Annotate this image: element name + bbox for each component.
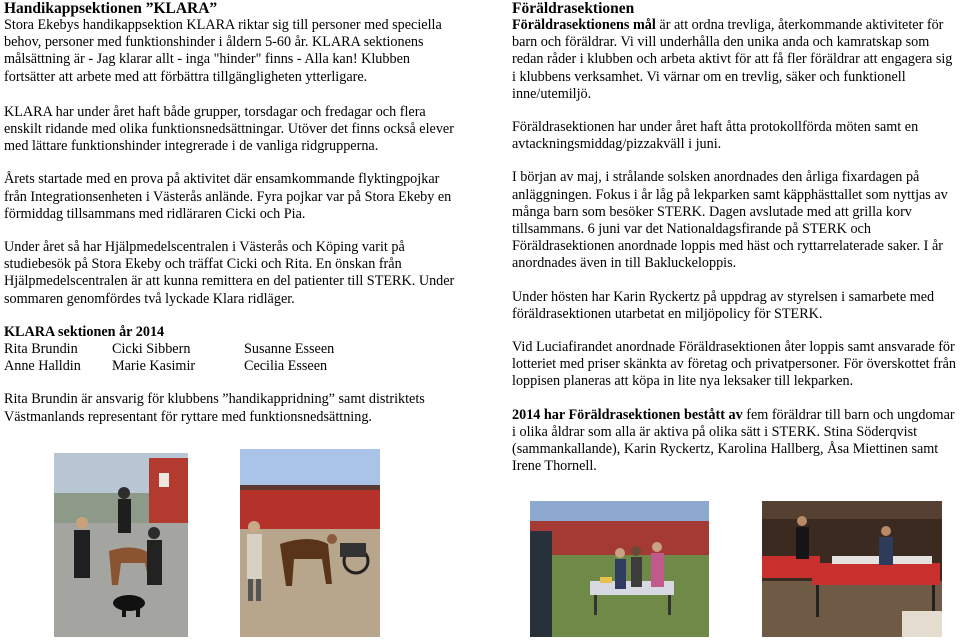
foraldra-paragraph-4: Vid Luciafirandet anordnade Föräldrasektionen åter loppis samt ansvarade för lotteriet med priser skänkta av företag och privatpersoner. För överskottet från loppisen planeras att köpa in lite nya leksaker till lekparken. <box>512 339 956 390</box>
team-member: Cicki Sibbern <box>112 341 191 358</box>
foraldra-paragraph-1: Föräldrasektionen har under året haft åtta protokollförda möten samt en avtackningsmiddag/pizzakväll i juni. <box>512 119 919 153</box>
foraldra-members-paragraph <box>512 407 957 476</box>
foraldra-paragraph-3: Under hösten har Karin Ryckertz på uppdrag av styrelsen i samarbete med föräldrasektionen utarbetat en miljöpolicy för STERK. <box>512 288 935 322</box>
team-member: Marie Kasimir <box>112 358 196 375</box>
foraldra-members-bold: 2014 har Föräldrasektionen bestått av <box>512 406 743 423</box>
photo-horse-and-carriage <box>240 449 380 637</box>
foraldra-intro-text: är att ordna trevliga, återkommande aktiviteter för barn och föräldrar. Vi vill underhålla den unika anda och kamratskap som redan råder i klubben och arbeta aktivt för att få fler föräldrar att engagera sig i klubbens verksamhet. Vi värnar om en trevlig, säker och funktionell inne/utemiljö. <box>512 17 953 102</box>
team-row <box>4 358 334 375</box>
section-title-foraldra: Föräldrasektionen <box>512 0 635 17</box>
klara-paragraph-3: Under året så har Hjälpmedelscentralen i Västerås och Köping varit på studiebesök på Stora Ekeby och träffat Cicki och Rita. En önskan från Hjälpmedelscentralen är att kunna remittera en del patienter till STERK. Under sommaren genomfördes två lyckade Klara ridläger. <box>4 239 455 307</box>
team-member: Cecilia Esseen <box>244 358 328 375</box>
klara-closing-paragraph: Rita Brundin är ansvarig för klubbens ”handikappridning” samt distriktets Västmanlands representant för ryttare med funktionsnedsättning. <box>4 391 425 425</box>
photo-riders-with-horses <box>54 453 188 637</box>
team-member: Rita Brundin <box>4 341 78 358</box>
klara-paragraph-1: KLARA har under året haft både grupper, torsdagar och fredagar och flera enskilt ridande med olika funktionsnedsättningar. Utöver det finns också elever med lättare funktionshinder integrerade i de vanliga ridgrupperna. <box>4 103 454 155</box>
foraldra-paragraph-2: I början av maj, i strålande solsken anordnades den årliga fixardagen på anläggningen. Fokus i år låg på lekparken samt käpphästtallet som nyttjas av många barn som besöker STERK. Dagen avslutade med att grilla korv tillsammans. 6 juni var det Nationaldagsfirande på STERK och Föräldrasektionen anordnade loppis med häst och ryttarrelaterade saker. I år anordnades även in till Bakluckeloppis. <box>512 169 948 272</box>
foraldra-intro-bold: Föräldrasektionens mål <box>512 17 656 33</box>
section-title-klara: Handikappsektionen ”KLARA” <box>4 0 218 17</box>
klara-team-table <box>4 341 334 375</box>
photo-indoor-flea-market <box>762 501 942 637</box>
foraldra-members-text: fem föräldrar till barn och ungdomar i olika åldrar som alla är aktiva på olika sätt i STERK. Stina Söderqvist (sammankallande), Karin Ryckertz, Karolina Hallberg, Åsa Miettinen samt Irene Thornell. <box>512 406 955 475</box>
team-row <box>4 341 334 358</box>
klara-team-title: KLARA sektionen år 2014 <box>4 323 165 340</box>
team-member: Anne Halldin <box>4 358 81 375</box>
left-column <box>4 0 456 442</box>
foraldra-intro-paragraph <box>512 17 957 103</box>
team-member: Susanne Esseen <box>244 341 335 358</box>
klara-paragraph-2: Årets startade med en prova på aktivitet där ensamkommande flyktingpojkar från Integrationsenheten i Västerås anlände. Fyra pojkar var på Stora Ekeby en förmiddag tillsammans med ridläraren Cicki och Pia. <box>4 171 452 222</box>
klara-intro-paragraph: Stora Ekebys handikappsektion KLARA riktar sig till personer med speciella behov, personer med funktionshinder i åldern 5-60 år. KLARA sektionens målsättning är - Jag klarar allt - inga "hinder" finns - Alla kan! Klubben fortsätter att arbete med att förbättra tillgängligheten ytterligare. <box>4 17 442 85</box>
photo-outdoor-flea-market <box>530 501 709 637</box>
right-column <box>512 0 957 491</box>
